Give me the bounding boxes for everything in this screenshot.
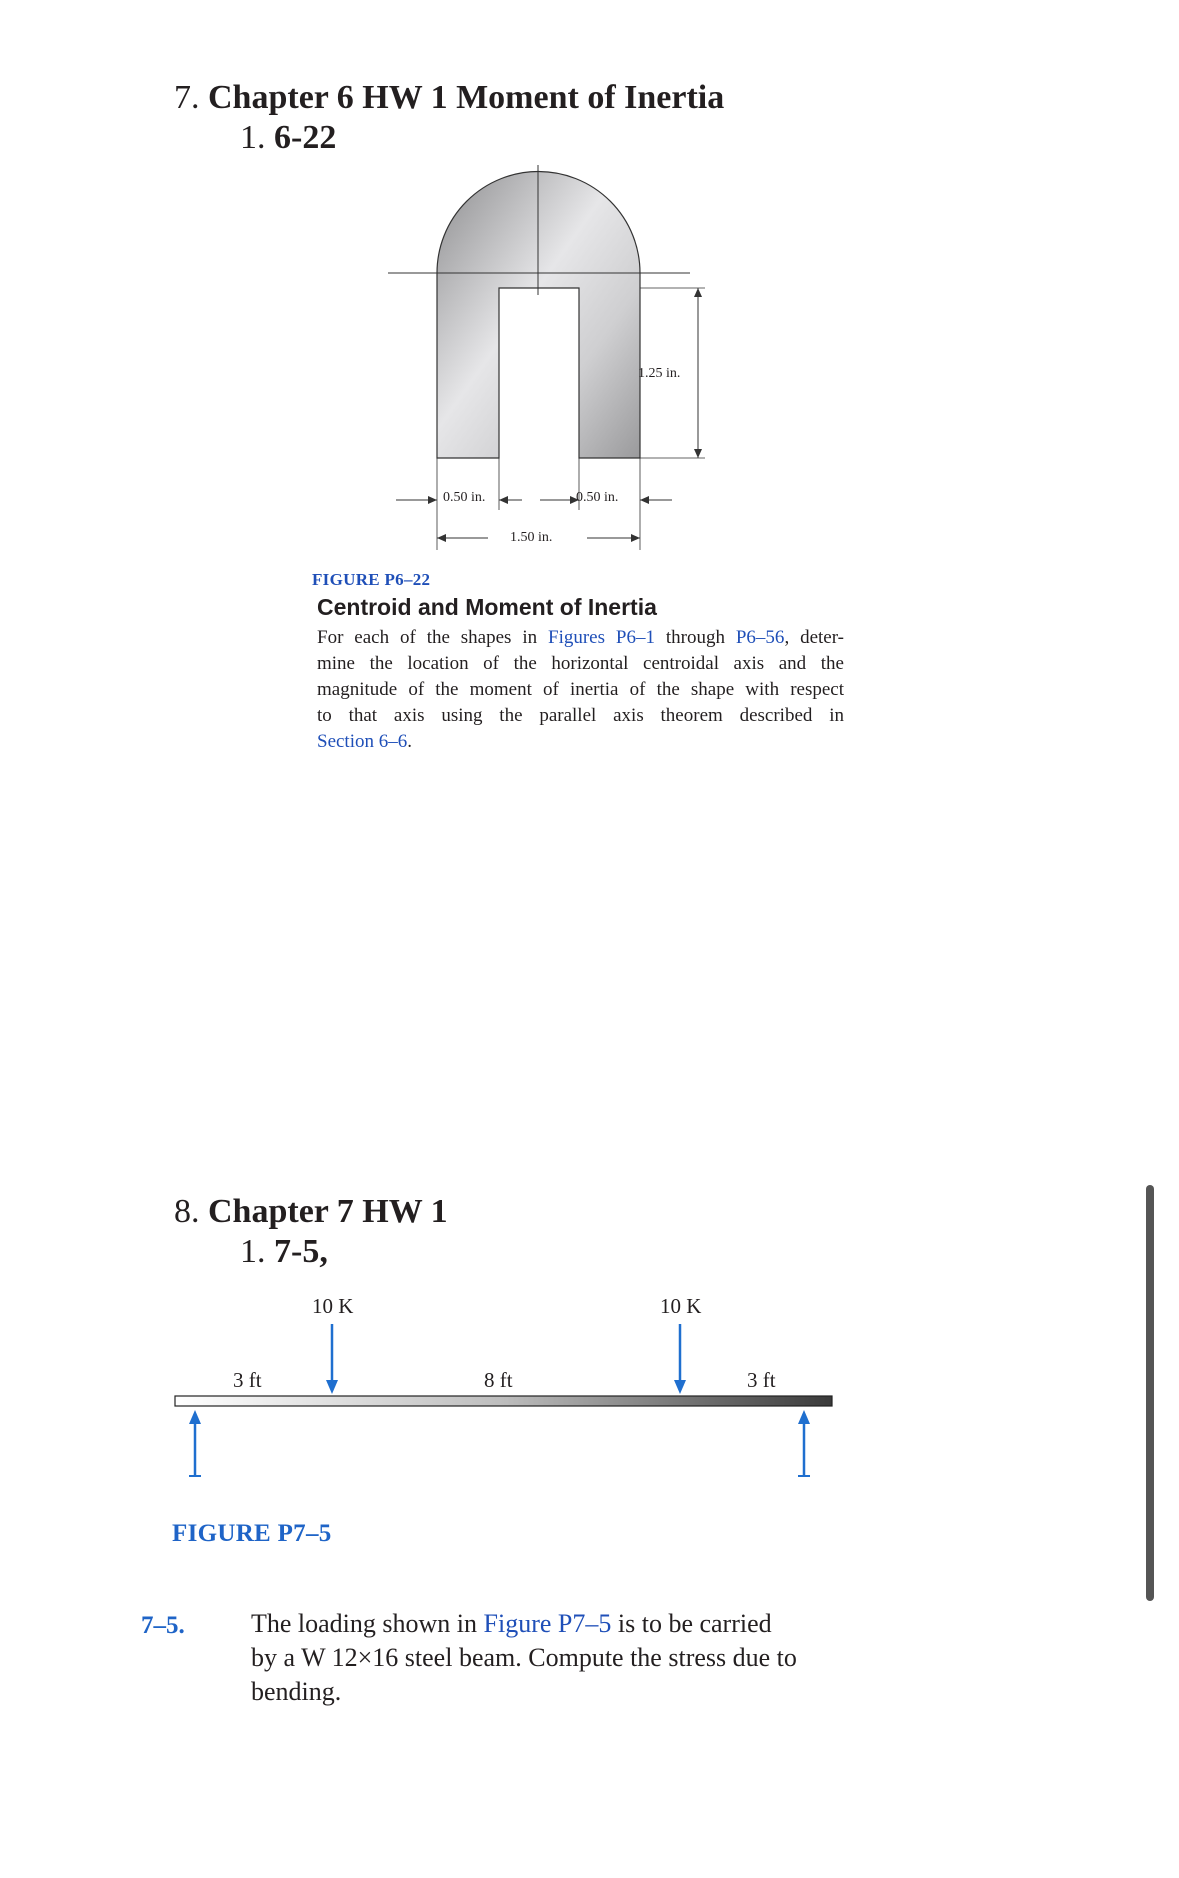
section-7-item-number: 1. [240, 119, 266, 156]
span-left-label: 3 ft [233, 1368, 262, 1392]
figure-p6-22-caption: FIGURE P6–22 [312, 570, 431, 589]
dim-right-leg-label: 0.50 in. [576, 490, 619, 505]
section-8-title: Chapter 7 HW 1 [208, 1193, 448, 1230]
centroid-heading: Centroid and Moment of Inertia [317, 594, 657, 620]
problem-line-1: The loading shown in Figure P7–5 is to be carried [251, 1609, 772, 1638]
section-8-item-number: 1. [240, 1233, 266, 1270]
load-arrow-left [326, 1324, 338, 1394]
section-8-number: 8. [174, 1193, 200, 1230]
section-7-title: Chapter 6 HW 1 Moment of Inertia [208, 79, 725, 116]
beam [175, 1396, 832, 1406]
para-line-5: Section 6–6. [317, 731, 412, 752]
dim-width-label: 1.50 in. [510, 530, 553, 545]
section-7-item-label: 6-22 [274, 119, 337, 156]
figure-p7-5-caption: FIGURE P7–5 [172, 1520, 332, 1547]
load-arrow-right [674, 1324, 686, 1394]
reaction-arrow-right [798, 1410, 810, 1476]
section-7-number: 7. [174, 79, 200, 116]
figure-p7-5-link[interactable]: Figure P7–5 [483, 1609, 612, 1638]
span-right-label: 3 ft [747, 1368, 776, 1392]
span-mid-label: 8 ft [484, 1368, 513, 1392]
section-link[interactable]: Section 6–6 [317, 731, 408, 752]
para-line-3: magnitude of the moment of inertia of the shape with respect [317, 679, 844, 700]
p6-56-link[interactable]: P6–56 [735, 627, 785, 648]
problem-line-2: by a W 12×16 steel beam. Compute the stress due to [251, 1643, 797, 1672]
section-7-heading [174, 79, 724, 117]
load-left-label: 10 K [312, 1294, 354, 1318]
reaction-arrow-left [189, 1410, 201, 1476]
problem-text [251, 1607, 851, 1709]
scrollbar-thumb[interactable] [1146, 1185, 1154, 1601]
para-line-1: For each of the shapes in Figures P6–1 through P6–56, deter- [317, 627, 844, 648]
figure-p6-22-drawing [380, 155, 720, 565]
para-line-4: to that axis using the parallel axis theorem described in [317, 705, 844, 726]
load-right-label: 10 K [660, 1294, 702, 1318]
section-8-item [240, 1233, 328, 1271]
para-line-2: mine the location of the horizontal centroidal axis and the [317, 653, 844, 674]
figures-link[interactable]: Figures P6–1 [548, 627, 655, 648]
centroid-paragraph [317, 625, 844, 755]
dim-left-leg-label: 0.50 in. [443, 490, 486, 505]
section-7-item [240, 119, 336, 157]
section-8-heading [174, 1193, 448, 1231]
section-8-item-label: 7-5, [274, 1233, 328, 1270]
problem-line-3: bending. [251, 1677, 342, 1706]
dim-height-label: 1.25 in. [638, 366, 681, 381]
problem-number: 7–5. [141, 1612, 185, 1639]
